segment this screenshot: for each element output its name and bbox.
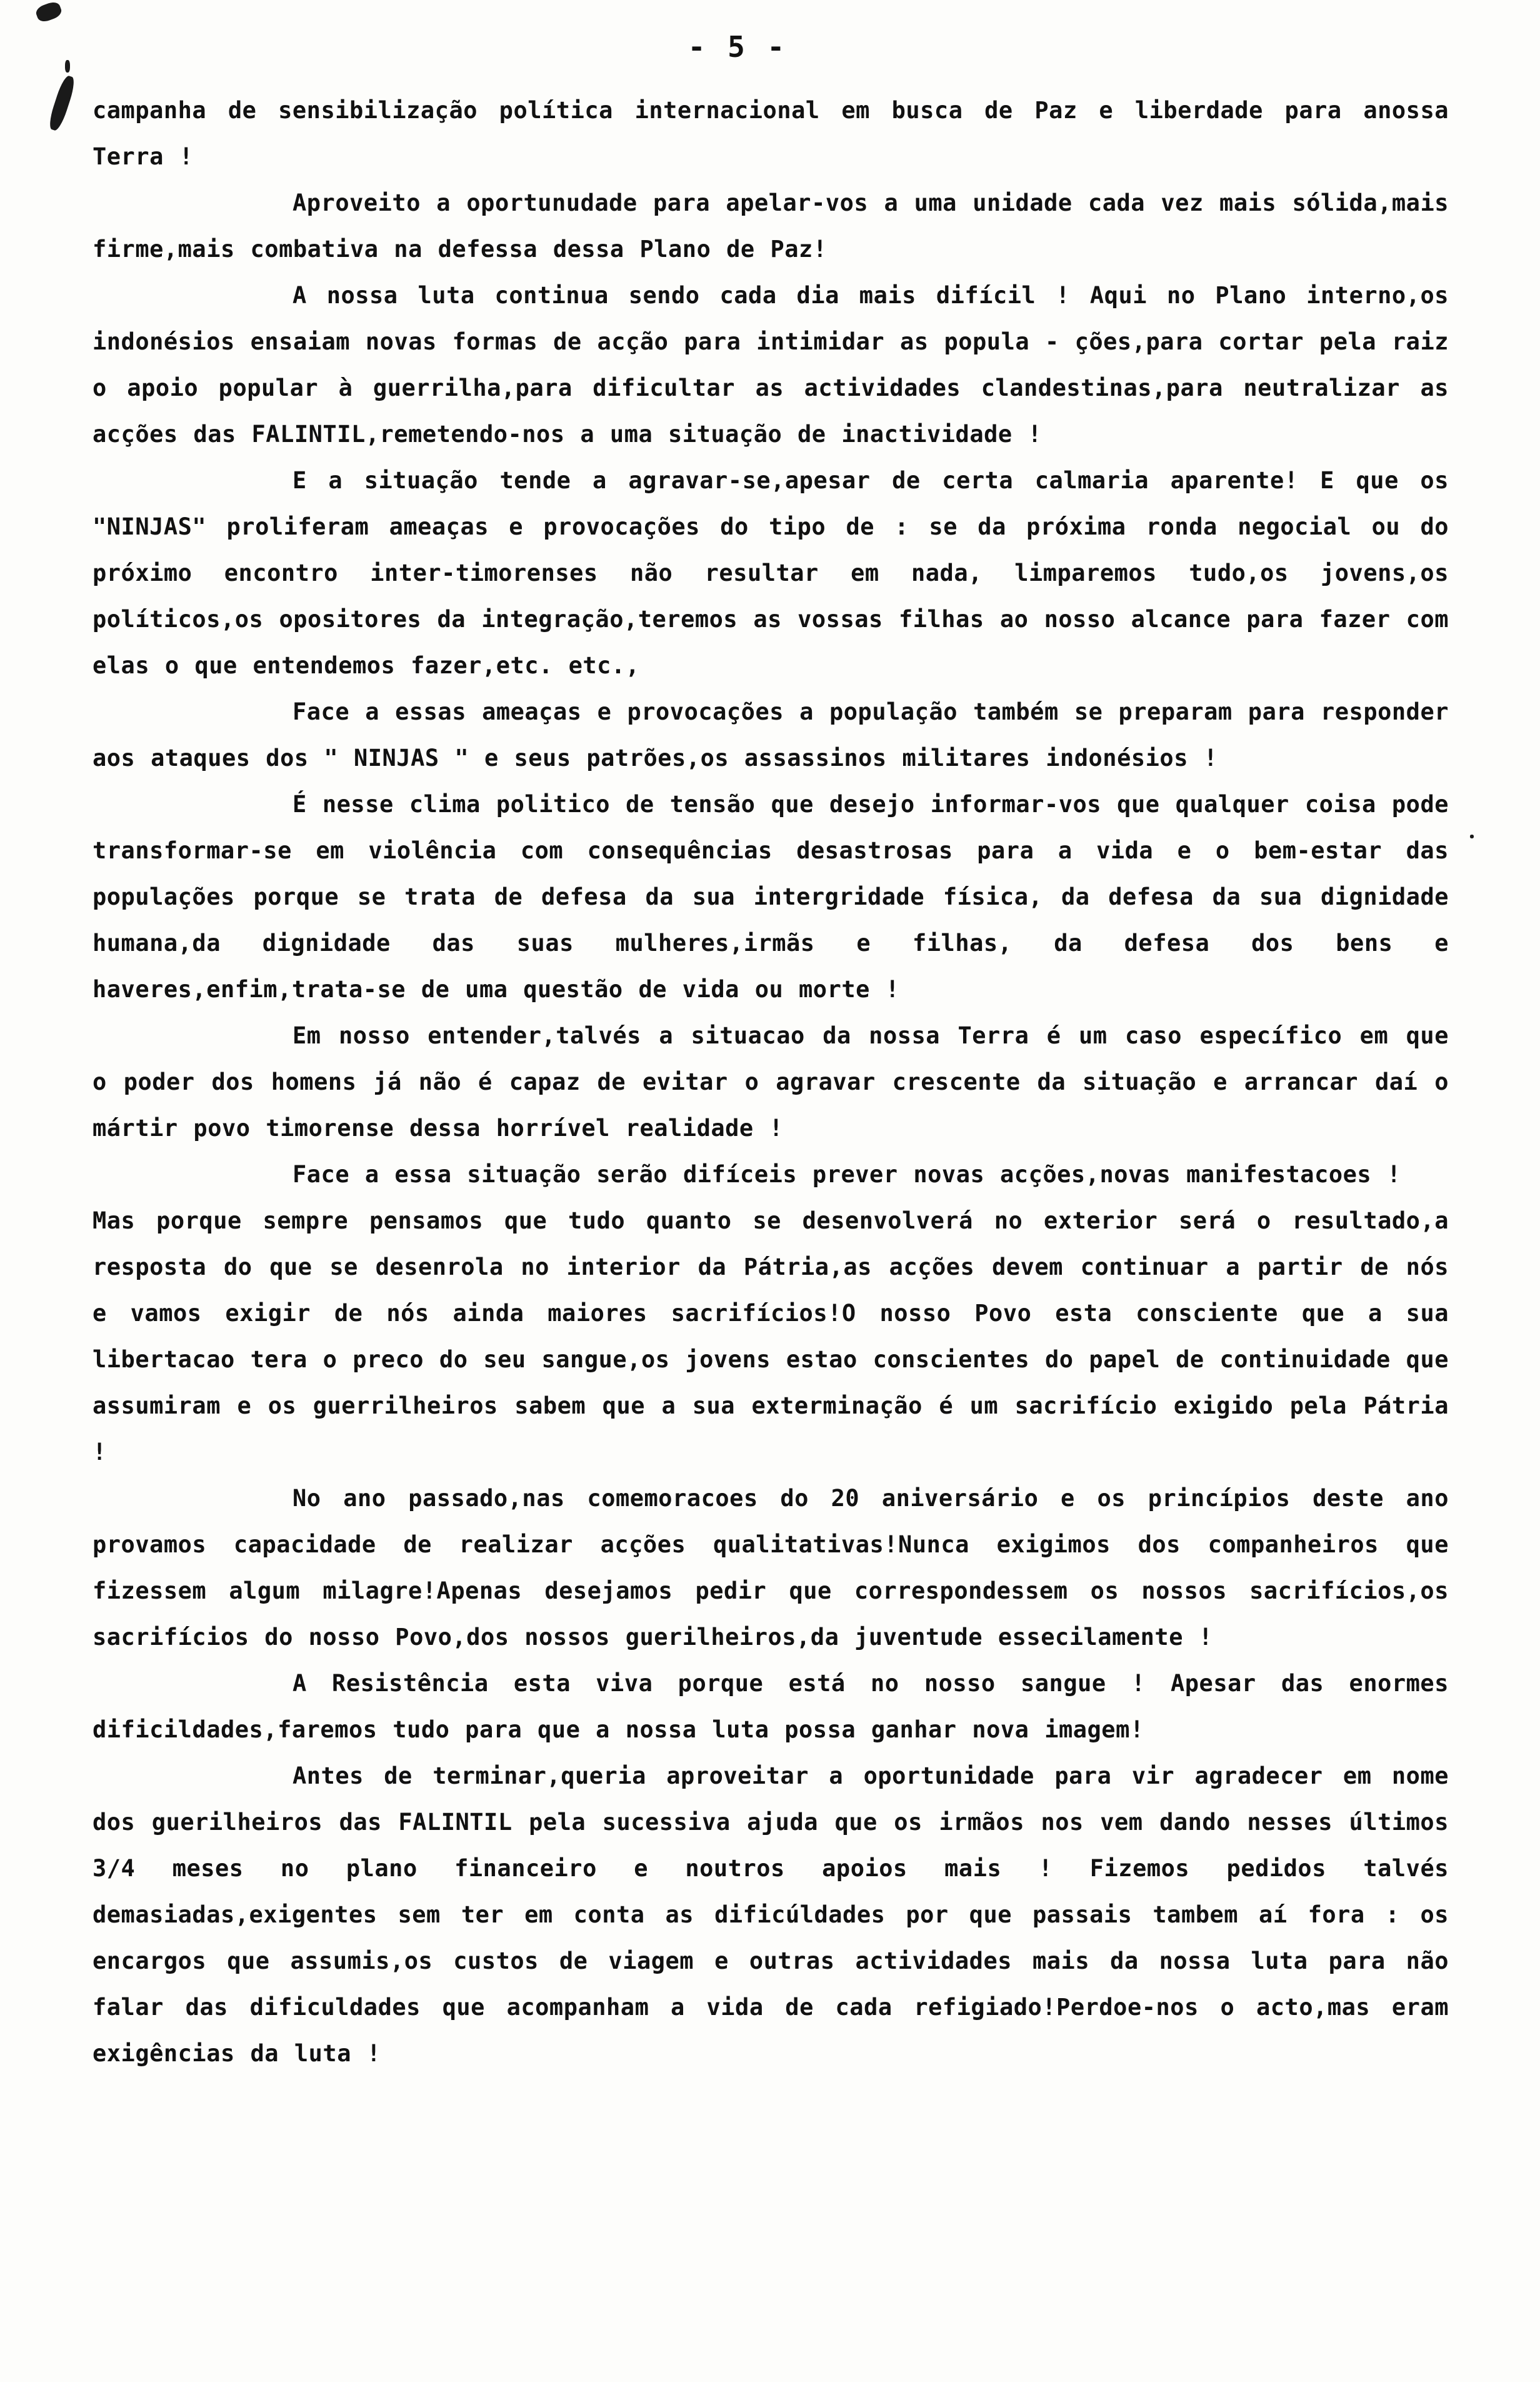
letter-body <box>92 88 1449 2077</box>
paragraph: É nesse clima politico de tensão que desejo informar-vos que qualquer coisa pode transformar-se em violência com consequências desastrosas para a vida e o bem-estar das populações porque se trata de defesa da sua intergridade física, da defesa da sua dignidade humana,da dignidade das suas mulheres,irmãs e filhas, da defesa dos bens e haveres,enfim,trata-se de uma questão de vida ou morte ! <box>92 791 1449 1003</box>
paragraph: A Resistência esta viva porque está no nosso sangue ! Apesar das enormes dificildades,faremos tudo para que a nossa luta possa ganhar nova imagem! <box>92 1670 1449 1743</box>
scan-mark <box>1470 835 1474 838</box>
scan-mark <box>65 60 70 73</box>
paragraph: campanha de sensibilização política internacional em busca de Paz e liberdade para anossa Terra ! <box>92 97 1449 170</box>
paragraph: Face a essas ameaças e provocações a população também se preparam para responder aos ataques dos " NINJAS " e seus patrões,os assassinos militares indonésios ! <box>92 698 1449 771</box>
paragraph: No ano passado,nas comemoracoes do 20 aniversário e os princípios deste ano provamos capacidade de realizar acções qualitativas!Nunca exigimos dos companheiros que fizessem algum milagre!Apenas desejamos pedir que correspondessem os nossos sacrifícios,os sacrifícios do nosso Povo,dos nossos guerilheiros,da juventude essecilamente ! <box>92 1485 1449 1651</box>
paragraph: Face a essa situação serão difíceis prever novas acções,novas manifestacoes ! <box>292 1161 1401 1188</box>
paragraph: Aproveito a oportunudade para apelar-vos a uma unidade cada vez mais sólida,mais firme,mais combativa na defessa dessa Plano de Paz! <box>92 189 1449 263</box>
paragraph: Mas porque sempre pensamos que tudo quanto se desenvolverá no exterior será o resultado,a resposta do que se desenrola no interior da Pátria,as acções devem continuar a partir de nós e vamos exigir de nós ainda maiores sacrifícios!O nosso Povo esta consciente que a sua libertacao tera o preco do seu sangue,os jovens estao conscientes do papel de continuidade que assumiram e os guerrilheiros sabem que a sua exterminação é um sacrifício exigido pela Pátria ! <box>92 1207 1449 1465</box>
paragraph: A nossa luta continua sendo cada dia mais difícil ! Aqui no Plano interno,os indonésios ensaiam novas formas de acção para intimidar as popula - ções,para cortar pela raiz o apoio popular à guerrilha,para dificultar as actividades clandestinas,para neutralizar as acções das FALINTIL,remetendo-nos a uma situação de inactividade ! <box>92 282 1449 448</box>
scan-mark <box>34 0 63 24</box>
page-number: - 5 - <box>688 30 788 64</box>
paragraph: Antes de terminar,queria aproveitar a oportunidade para vir agradecer em nome dos guerilheiros das FALINTIL pela sucessiva ajuda que os irmãos nos vem dando nesses últimos 3/4 meses no plano financeiro e noutros apoios mais ! Fizemos pedidos talvés demasiadas,exigentes sem ter em conta as dificúldades por que passais tambem aí fora : os encargos que assumis,os custos de viagem e outras actividades mais da nossa luta para não falar das dificuldades que acompanham a vida de cada refigiado!Perdoe-nos o acto,mas eram exigências da luta ! <box>92 1762 1449 2067</box>
paragraph: Em nosso entender,talvés a situacao da nossa Terra é um caso específico em que o poder dos homens já não é capaz de evitar o agravar crescente da situação e arrancar daí o mártir povo timorense dessa horrível realidade ! <box>92 1022 1449 1142</box>
scan-mark <box>47 74 78 132</box>
paragraph: E a situação tende a agravar-se,apesar de certa calmaria aparente! E que os "NINJAS" proliferam ameaças e provocações do tipo de : se da próxima ronda negocial ou do próximo encontro inter-timorenses não resultar em nada, limparemos tudo,os jovens,os políticos,os opositores da integração,teremos as vossas filhas ao nosso alcance para fazer com elas o que entendemos fazer,etc. etc., <box>92 467 1449 679</box>
